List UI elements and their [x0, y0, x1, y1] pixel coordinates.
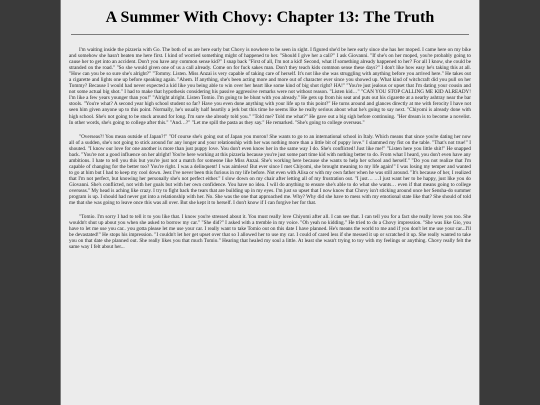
story-paragraph: I'm waiting inside the pizzeria with Go. The both of us are here early but Chovy is nowhere to be seen in sight. I figured she'd be here early since she has her moped. I came here on my bike and somehow she hasn't beaten me here first. I kind of worried something might of happened to her. "Should I give her a call?" I ask Giovanni. "If she's on her moped, you're probably going to cause her to get into an accident. Don't you have any common sense kid?" I snap back "First of all, I'm not a kid! Second, what if something already happened to her? For all I know, she could be stranded on the road." "So she would given one of us a call already. Come on for fuck sakes man. Don't they teach kids common sense these days?" I don't like how easy he's taking this at all. "How can you be so sure she's alright?" "Tommy. Listen. Miss Anzai is very capable of taking care of herself. It's not like she was struggling with anything before you arrived here." He takes out a cigarette and lights one up before speaking again. "Ahem. If anything, she's been acting more and more out of character ever since you showed up. What kind of witchcraft did you pull on her Tommy? Because I would had never expected a kid like you being able to win over her heart like some kind of big shot right? HA!" "You're just jealous or upset that I'm dating your cousin and not some actual big shot." I had to make that hypothesis considering his passive aggressive remarks were not without reason. "Listen kid…" "CAN YOU STOP CALLING ME KID ALREADY! I'm like a few years younger than you!" "Alright alright. Listen Tomio. I'm going to be blunt with you already." He gets up from his seat and puts out his cigarette at a nearby ashtray near the bar stools. "You're what? A second year high school student so far? Have you even done anything with your life up to this point?" He turns around and glances directly at me with ferocity I have not seen him given anyone up to this point. Normally, he's usually half heartily a jerk but this time he seems like he really serious about what he's going to say next. "Chiyomi is already done with high school. She's not going to be stuck around for long. I'm sure she already told you." "Told me? Told me what?" He gave out a big sigh before continuing. "Her dream is to become a novelist. In other words, she's going to college after this." "And…?" "Let me spill the pasta as they say." He remarked. "She's going to college overseas.": [69, 47, 471, 126]
document-page: [60, 0, 480, 405]
story-paragraph: "Tomio. I'm sorry I had to tell it to you like that. I know you're stressed about it. You must really love Chiyomi after all. I can see that. I can tell you for a fact she really loves you too. She wouldn't shut up about you when she asked to borrow my car." "She did?" I asked with a tremble in my voice. "Oh yeah no kidding." He tried to do a Chovy impression. "She was like Gio, you have to let me use you car.. you gotta please let me use your car. I really want to take Tomio out on this date I have planned. He's means the world to me and if you don't let me use your car...I'll be devastated!" He stops his impression. "I couldn't let her get upset over that so I allowed her to use my car. I could of cared less if she messed it up or scratched it up. She really wanted to take you on that date she planned out. She really likes you that much Tomio." Hearing that healed my soul a little. At least she wasn't trying to toy with my feelings or anything. Chovy really felt the same way I felt about her...: [69, 214, 471, 251]
page-title: A Summer With Chovy: Chapter 13: The Truth: [105, 9, 435, 26]
story-body: [61, 35, 479, 250]
story-paragraph: "Overseas?! You mean outside of Japan?!" "Of course she's going out of Japan you moron! She wants to go to an international school in Italy. Which means that since you're dating her now all of a sudden, she's not going to stick around for any longer and your relationship with her was nothing more than a little bit of puppy love." I slammed my fist on the table. "That's not true!" I shouted. "I know our love for one another is more than just puppy love. You don't even know her in the same way I do. She's conflicted! Just like me!" "Listen here you little shit!" He snapped back. "You're not a good influence on her alright! You're here working at this pizzeria because you're just some part time kid with nothing better to do. From what I heard, you don't even have any ambitions. I hate to tell you this but you're just not a match for someone like Miss Anzai. She's working here because she wants to help her school and herself." "Do you not realize that I'm capable of changing for the better too? You're right. I was a delinquent! I was aimless! But ever since I met Chiyomi, she brought meaning to my life again!" I was losing my temper and wanted to go at him but I had to keep my cool down. Jeez I've never been this furious in my life before. Not even with Alisa or with my own father when he was still around. "It's because of her, I realized that I'm not perfect, but knowing her personally she's not perfect either." I slow down on my chair after letting all of my frustration out. "I just… …I just want her to be happy, just like you do Giovanni. She's conflicted, not with her goals but with her own confidence. You have no idea. I will do anything to ensure she's able to do what she wants… even if that means going to college overseas." My head is aching like crazy. I try to fight back the tears that are building up in my eyes. I'm just so upset that I now know that Chovy isn't sticking around once her Sensha-do summer program is up. I should had never got into a relationship with her. No. She was the one that approached me. Why? Why did she have to mess with my emotional state like that? She should of told me that she was going to leave once this was all over. But she kept it to herself. I don't know if I can forgive her for that.: [69, 133, 471, 207]
